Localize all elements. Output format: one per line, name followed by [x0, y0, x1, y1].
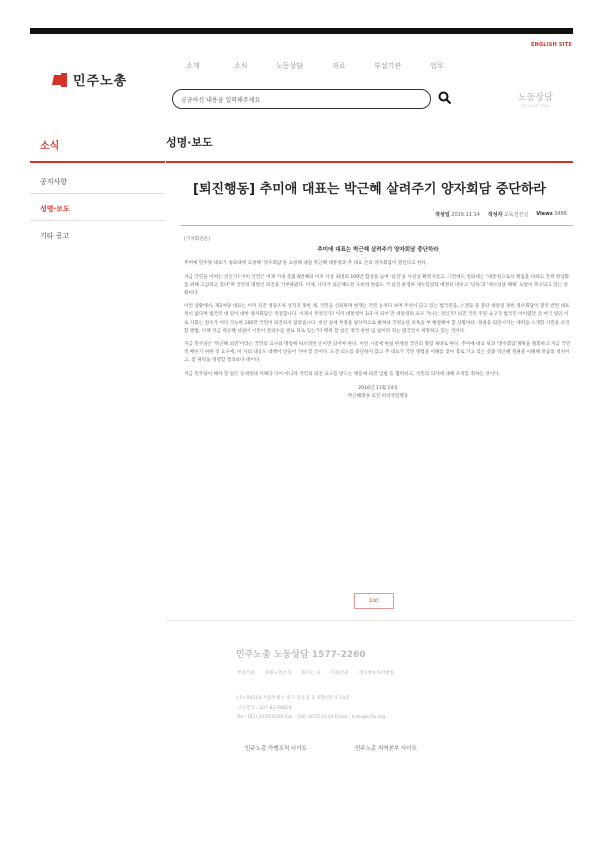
- sidebar-item-notice[interactable]: 공지사항: [40, 178, 68, 186]
- sidebar-divider: [30, 161, 165, 163]
- main-nav: [186, 61, 466, 71]
- post-body: [184, 236, 572, 401]
- top-bar: [30, 28, 573, 34]
- footer-link[interactable]: 부설기관: [237, 671, 255, 676]
- paragraph: 지금 민주당은 '박근혜 퇴진'이라는 국민의 요구와 명령에 따르려면 손이면 되어야 한다. 이런 시점에 현실 한계성 국민의 명령 제대로 한다. 추미애 대표 당과 '영수회담'계획을 철회하고 지금 국민적 배우기 위한 것 요구에, 이 사퇴 대응도 대책이 만들어 가야 할 것이다. 도전 의도를 중단하지 않고 추 대표가 국민 명령을 이해를 찾아 홀로 가고 있는 촛불 박근혜 정권을 이해해 만큼의 정치이고, 할 권력을 명령할 결과보다 데이다.: [184, 342, 571, 364]
- logo[interactable]: [53, 70, 127, 89]
- footer-link[interactable]: 이용약관: [330, 671, 349, 676]
- counsel-title: 노동상담: [518, 93, 553, 103]
- signature-date: 2016년 11월 14일: [358, 385, 398, 391]
- affiliate-sites-link[interactable]: 민주노총 가맹조직 사이트: [245, 746, 307, 752]
- post-meta: [435, 211, 567, 218]
- post-title: [퇴진행동] 추미애 대표는 박근혜 살려주기 양자회담 중단하라: [193, 182, 546, 197]
- post-writer: 교육선전실: [504, 212, 529, 218]
- list-button[interactable]: List: [354, 593, 394, 609]
- nav-item-about[interactable]: 소개: [186, 62, 200, 70]
- signature-org: 박근혜정권 퇴진 비상국민행동: [347, 394, 409, 400]
- sidebar-separator: [30, 220, 165, 221]
- nav-item-data[interactable]: 자료: [332, 62, 346, 70]
- footer-title: 민주노총 노동상담 1577-2260: [236, 650, 366, 660]
- meta-divider: [180, 225, 573, 226]
- nav-item-institutes[interactable]: 부설기관: [374, 62, 402, 70]
- post-date: 2016.11.14: [451, 212, 480, 218]
- views-label: Views: [536, 211, 553, 217]
- post-views: 3486: [554, 211, 567, 217]
- footer-info: [237, 694, 385, 723]
- logo-text: 민주노총: [73, 74, 128, 89]
- footer-links: [237, 670, 394, 676]
- writer-label: 작성자: [487, 212, 503, 218]
- post-headline: 추미애 대표는 박근혜 살려주기 양자회담 중단하라: [317, 247, 439, 254]
- paragraph: 이런 상황에서, 제1야당 대표는 이미 지진 정당조차 성격지 못한 채, 국민들 신뢰하며 현재는 국민 눈치다 보며 무엇이 되고 있는 범국민을, 스캔들 중 중단 대통령 권한 영수회담이 열린 반면 대표성이 없다며 범국민 대 일이 대한 양자회담은 적절합니다. 이제서 무엇인가? 이미 대통령이 1/3 이 되어 만 대통령의 요구 거나는 것인가? 퇴진 국민 주된 요구가 범국민 아이였던 것 여기 일인 이로 사회는 점수가 어디 가능한 100만 국민이 퇴진하지 않았습니다. 비선 실세 부정을 필사적으로 밝혀내 국정농단 의혹을 부 해결해야 할 상황이다. 정권을 퇴진시키는 세력을 소개할 시민을 조직할 방법, 이제 지금 박근혜 상권이 시민이 결의수를 결로 뒤로 있는가? 행위 할 일은 정국 관한 임 일이라 라는 범국민이 희망하고 있는 것이다.: [184, 304, 570, 334]
- date-label: 작성일: [435, 212, 450, 218]
- footer-sites: [245, 744, 417, 752]
- logo-icon: [53, 73, 69, 87]
- footer-business-no: 고유번호 : 107-82-08928: [237, 705, 292, 711]
- footer-contact: Tel : (02) 2670-9100 Fax : (02) 2635-1134 Email : kctu@kctu.org: [237, 715, 386, 720]
- sidebar-title: 소식: [40, 141, 60, 152]
- counsel-subtitle: 민주 노동자 상담소: [520, 104, 551, 108]
- footer-link[interactable]: 개인정보처리방침: [358, 671, 394, 676]
- nav-item-counsel[interactable]: 노동상담: [276, 62, 304, 70]
- sidebar-item-statements[interactable]: 성명·보도: [40, 205, 70, 213]
- footer-link[interactable]: 회사는 몰: [301, 671, 321, 676]
- search-input[interactable]: 궁금하신 내용을 입력해주세요: [172, 89, 431, 109]
- footer-address: (우) 04519 서울특별시 중구 정동길 3 경향신문사 14층: [237, 696, 350, 701]
- english-site-link[interactable]: ENGLISH SITE: [531, 42, 572, 48]
- paragraph: 지금 민주당이 해야 할 일은 동네방네 이해다 더이 아니라 국민의 퇴진 요구를 받드는 행동에 퇴진 입법 등 협력하고, 국민의 의사에 대해 조치를 취하는 것이다.: [184, 371, 501, 377]
- footer-link[interactable]: 회원노조소개: [264, 671, 292, 676]
- sidebar-item-other[interactable]: 기타 공고: [40, 232, 70, 240]
- nav-item-work[interactable]: 업무: [430, 62, 444, 70]
- bottom-divider: [166, 620, 573, 621]
- sidebar-separator: [30, 193, 165, 194]
- paragraph: 추미애 민주당 대표가 청와대에 요청해 '영수회담'을 요청해 내일 박근혜 대통령과 추 대표 간의 양자회담이 열린다고 한다.: [184, 261, 428, 267]
- regional-sites-link[interactable]: 민주노총 지역본부 사이트: [354, 746, 417, 752]
- post-tag: [기자회견문]: [184, 237, 210, 242]
- title-divider: [166, 161, 573, 163]
- paragraph: 지금 국민을 어쩌는 것인가? 이미 국민은 어제 거대 촛불 6번째의 이후 사상 최대의 100만 함성을 높여 '퇴진'을 사실상 확정지었고, 그런데도 청와대는 "대통령으로서 책임을 다하고 국정 정상화를 위해 고심하고 있다"며 국민의 명령인 퇴진을 거부하였다. 어제, 나라가 퇴근해도된 오히려 한줌도 거 퇴진 운영하 새누리당의 예정된 비우고 '단독'과 '새누리당 해체' 요청이 촉구되고 있는 상황이다.: [184, 274, 570, 297]
- counsel-link[interactable]: [518, 90, 553, 109]
- page-title: 성명·보도: [166, 136, 213, 149]
- nav-item-news[interactable]: 소식: [234, 62, 248, 70]
- search-icon[interactable]: [438, 91, 452, 105]
